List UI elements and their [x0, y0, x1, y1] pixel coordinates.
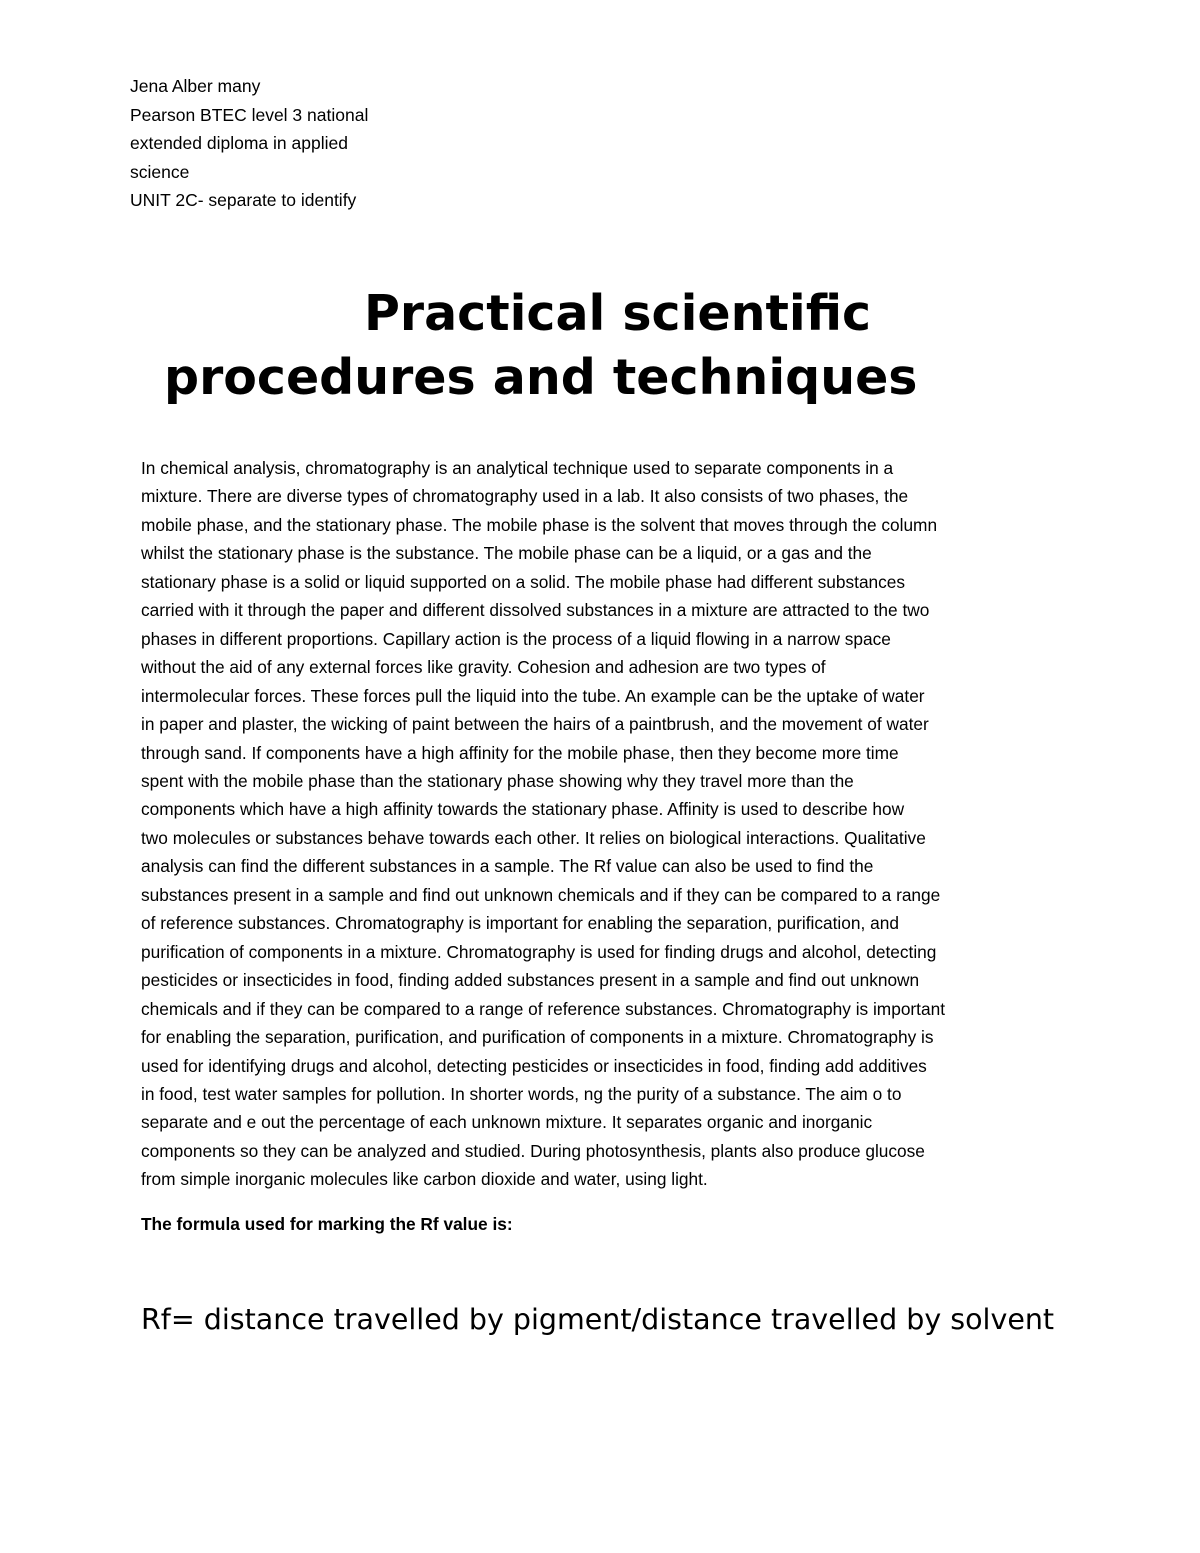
paragraph-line: spent with the mobile phase than the stationary phase showing why they travel more than the — [141, 770, 854, 791]
paragraph-line: two molecules or substances behave towards each other. It relies on biological interactions. Qualitative — [141, 827, 926, 848]
paragraph-line: In chemical analysis, chromatography is an analytical technique used to separate components in a — [141, 458, 894, 478]
paragraph-line: pesticides or insecticides in food, finding added substances present in a sample and find out unknown — [141, 970, 920, 991]
title-line-2: procedures and techniques — [164, 349, 918, 406]
rf-formula: Rf= distance travelled by pigment/distance travelled by solvent — [141, 1303, 1055, 1336]
paragraph-line: whilst the stationary phase is the substance. The mobile phase can be a liquid, or a gas and the — [141, 543, 872, 564]
paragraph-line: components which have a high affinity towards the stationary phase. Affinity is used to describe how — [141, 799, 905, 820]
course-line-2: extended diploma in applied — [130, 133, 348, 153]
paragraph-line: in paper and plaster, the wicking of paint between the hairs of a paintbrush, and the movement of water — [141, 714, 929, 735]
author-header — [130, 72, 400, 215]
paragraph-line: substances present in a sample and find out unknown chemicals and if they can be compared to a range — [141, 884, 941, 905]
paragraph-line: separate and e out the percentage of each unknown mixture. It separates organic and inorganic — [141, 1112, 873, 1133]
paragraph-line: from simple inorganic molecules like carbon dioxide and water, using light. — [141, 1169, 708, 1190]
paragraph-line: chemicals and if they can be compared to a range of reference substances. Chromatography is important — [141, 998, 946, 1019]
unit-line: UNIT 2C- separate to identify — [130, 190, 357, 210]
title-line-1: Practical scientific — [364, 285, 872, 342]
paragraph-line: without the aid of any external forces like gravity. Cohesion and adhesion are two types of — [141, 657, 826, 678]
paragraph-line: components so they can be analyzed and studied. During photosynthesis, plants also produce glucose — [141, 1140, 925, 1161]
paragraph-line: mixture. There are diverse types of chromatography used in a lab. It also consists of two phases, the — [141, 486, 909, 507]
paragraph-line: intermolecular forces. These forces pull the liquid into the tube. An example can be the uptake of water — [141, 685, 925, 706]
paragraph-line: through sand. If components have a high affinity for the mobile phase, then they become more time — [141, 742, 899, 763]
paragraph-line: phases in different proportions. Capillary action is the process of a liquid flowing in a narrow space — [141, 628, 891, 649]
paragraph-line: purification of components in a mixture. Chromatography is used for finding drugs and alcohol, detecting — [141, 941, 937, 962]
paragraph-line: carried with it through the paper and different dissolved substances in a mixture are attracted to the two — [141, 600, 930, 621]
paragraph-line: in food, test water samples for pollution. In shorter words, ng the purity of a substance. The aim o to — [141, 1083, 902, 1104]
paragraph-line: for enabling the separation, purification, and purification of components in a mixture. Chromatography is — [141, 1027, 934, 1048]
page-title — [140, 282, 1080, 410]
paragraph-line: mobile phase, and the stationary phase. The mobile phase is the solvent that moves through the column — [141, 514, 938, 535]
paragraph-line: used for identifying drugs and alcohol, detecting pesticides or insecticides in food, finding add additives — [141, 1055, 927, 1076]
formula-label: The formula used for marking the Rf value is: — [141, 1214, 513, 1234]
paragraph-line: stationary phase is a solid or liquid supported on a solid. The mobile phase had different substances — [141, 571, 906, 592]
paragraph-line: analysis can find the different substances in a sample. The Rf value can also be used to find the — [141, 856, 874, 877]
course-line-3: science — [130, 161, 190, 182]
body-paragraph — [141, 454, 1061, 1194]
course-line-1: Pearson BTEC level 3 national — [130, 104, 369, 125]
paragraph-line: of reference substances. Chromatography is important for enabling the separation, purification, and — [141, 913, 899, 934]
author-name: Jena Alber many — [130, 76, 261, 96]
